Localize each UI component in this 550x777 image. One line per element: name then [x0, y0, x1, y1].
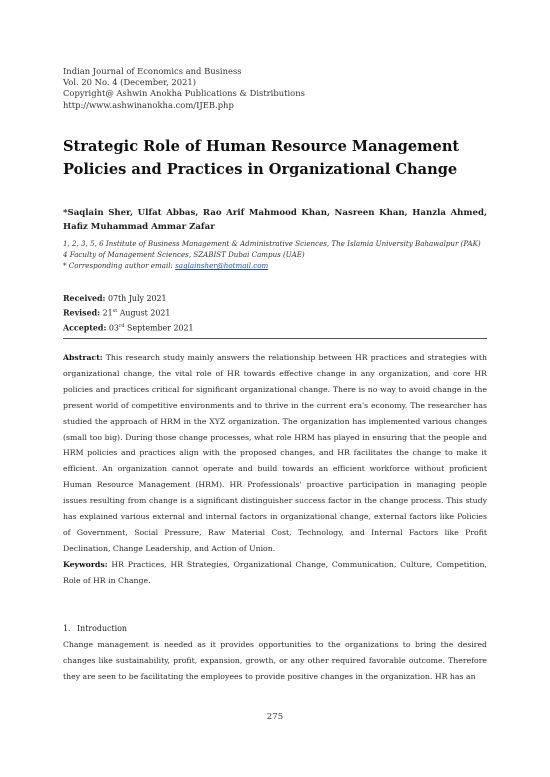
corresponding-author	[63, 260, 487, 271]
journal-name: Indian Journal of Economics and Business	[63, 66, 242, 76]
introduction-paragraph: Change management is needed as it provides opportunities to the organizations to bring the desired changes like sustainability, profit, expansion, growth, or any other required favorable outcome. Therefore they are seen to be facilitating the employees to provide positive changes in the organization. HR has an	[63, 640, 487, 681]
received-date	[63, 292, 194, 305]
journal-url[interactable]: http://www.ashwinanokha.com/IJEB.php	[63, 99, 234, 110]
received-label: Received:	[63, 294, 106, 303]
section-divider	[63, 338, 487, 339]
affiliations	[63, 238, 487, 271]
abstract-label: Abstract:	[63, 353, 103, 362]
accepted-label: Accepted:	[63, 323, 107, 333]
paper-page	[63, 0, 487, 777]
abstract-text: This research study mainly answers the relationship between HR practices and strategies with organizational change, the vital role of HR towards effective change in any organization, and core HR policies and practices critical for significant organizational change. There is no way to avoid change in the present world of competitive environments and to thrive in the current era's economy. The researcher has studied the approach of HRM in the XYZ organization. The organization has implemented various changes (small too big). During those change processes, what role HRM has played in ensuring that the people and HRM policies and practices align with the proposed changes, and HR facilitates the change to make it efficient. An organization cannot operate and build towards an efficient workforce without proficient Human Resource Management (HRM). HR Professionals' proactive participation in managing people issues resulting from change is a significant distinguisher success factor in the change process. This study has explained various external and internal factors in organizational change, external factors like Policies of Government, Social Pressure, Raw Material Cost, Technology, and Internal Factors like Profit Declination, Change Leadership, and Action of Union.	[63, 353, 487, 553]
affiliation-line-2: 4 Faculty of Management Sciences, SZABIST Dubai Campus (UAE)	[63, 250, 305, 259]
corresponding-email-link[interactable]: saqlainsher@hotmail.com	[175, 261, 269, 270]
author-list: *Saqlain Sher, Ulfat Abbas, Rao Arif Mahmood Khan, Nasreen Khan, Hanzla Ahmed, Hafiz Muhammad Ammar Zafar	[63, 208, 487, 232]
affiliation-line-1: 1, 2, 3, 5, 6 Institute of Business Management & Administrative Sciences, The Islamia University Bahawalpur (PAK)	[63, 239, 481, 248]
accepted-day: 03	[106, 323, 119, 333]
journal-volume: Vol. 20 No. 4 (December, 2021)	[63, 77, 197, 88]
abstract-paragraph	[63, 350, 487, 557]
corresponding-label: * Corresponding author email:	[63, 261, 176, 270]
accepted-rest: September 2021	[124, 323, 194, 333]
accepted-suffix: rd	[118, 322, 125, 329]
journal-header	[63, 66, 305, 111]
received-value: 07th July 2021	[105, 294, 167, 303]
introduction-heading	[63, 624, 127, 633]
revised-suffix: st	[112, 308, 118, 314]
paper-title: Strategic Role of Human Resource Management Policies and Practices in Organizational Change	[63, 138, 460, 178]
revised-date	[63, 305, 194, 320]
keywords-text: HR Practices, HR Strategies, Organizational Change, Communication, Culture, Competition, Role of HR in Change.	[63, 560, 487, 585]
keywords-paragraph	[63, 557, 487, 588]
article-dates	[63, 292, 194, 334]
section-number: 1.	[63, 624, 71, 633]
revised-label: Revised:	[63, 308, 101, 318]
page-number: 275	[266, 712, 284, 722]
keywords-label: Keywords:	[63, 560, 108, 569]
journal-copyright: Copyright@ Ashwin Anokha Publications & Distributions	[63, 88, 305, 99]
section-title: Introduction	[77, 624, 127, 633]
revised-rest: August 2021	[117, 308, 171, 318]
accepted-date	[63, 320, 194, 335]
revised-day: 21	[100, 308, 113, 318]
